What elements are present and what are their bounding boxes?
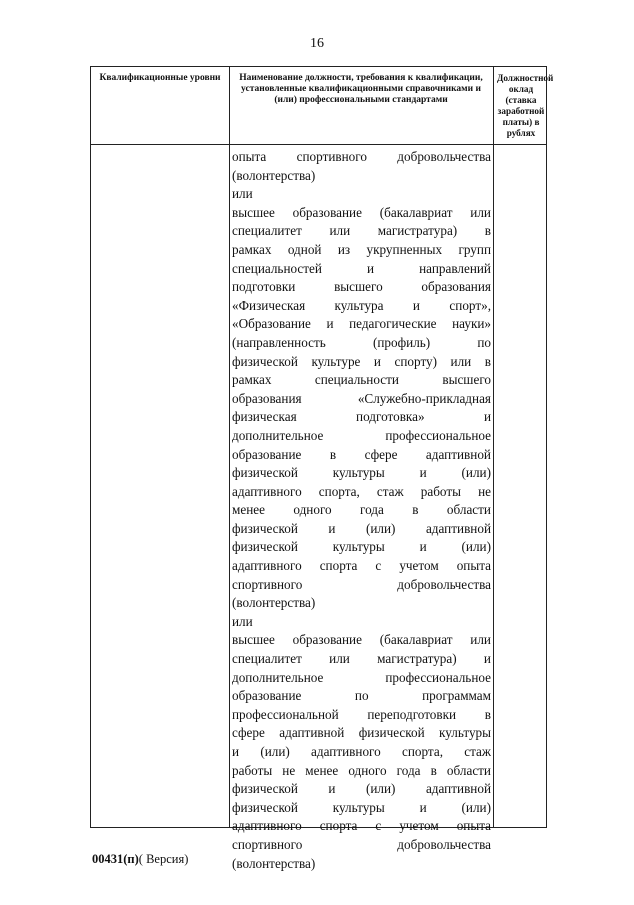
- requirement-line: спортивного добровольчества: [232, 836, 491, 852]
- page-number: 16: [310, 36, 324, 51]
- requirement-line: физической культуры и (или): [232, 539, 491, 555]
- requirement-line: физической культуре и спорту) или в: [232, 353, 491, 369]
- requirement-line: дополнительное профессиональное: [232, 669, 491, 685]
- requirement-line: физической и (или) адаптивной: [232, 520, 491, 536]
- document-footer: [92, 852, 188, 867]
- column-divider: [229, 67, 230, 827]
- requirement-line: дополнительное профессиональное: [232, 427, 491, 443]
- requirement-line: «Физическая культура и спорт»,: [232, 297, 491, 313]
- document-version: ( Версия): [138, 852, 189, 866]
- requirement-line: (волонтерства): [232, 167, 316, 183]
- requirement-line: высшее образование (бакалавриат или: [232, 632, 491, 648]
- requirement-line: физическая подготовка» и: [232, 409, 491, 425]
- requirement-line: образования «Служебно-прикладная: [232, 390, 491, 406]
- column-divider: [493, 67, 494, 827]
- requirement-line: специалитет или магистратура) в: [232, 223, 491, 239]
- requirement-line: и (или) адаптивного спорта, стаж: [232, 744, 491, 759]
- requirement-line: образование по программам: [232, 688, 491, 704]
- requirement-line: адаптивного спорта, стаж работы не: [232, 483, 491, 499]
- requirement-line: физической культуры и (или): [232, 465, 491, 481]
- header-qualification-levels: Квалификационные уровни: [99, 73, 221, 83]
- requirement-line: работы не менее одного года в области: [232, 762, 491, 778]
- requirement-line: (направленность (профиль) по: [232, 334, 491, 350]
- requirement-line: или: [232, 186, 253, 202]
- requirement-line: образование в сфере адаптивной: [232, 446, 491, 462]
- requirement-line: профессиональной переподготовки в: [232, 706, 491, 722]
- requirement-line: физической культуры и (или): [232, 799, 491, 815]
- header-divider: [91, 144, 546, 145]
- requirement-line: рамках специальности высшего: [232, 372, 491, 388]
- requirement-line: менее одного года в области: [232, 502, 491, 518]
- requirement-line: адаптивного спорта с учетом опыта: [232, 818, 491, 834]
- requirement-line: или: [232, 613, 253, 629]
- requirement-line: специальностей и направлений: [232, 260, 491, 276]
- requirement-line: (волонтерства): [232, 855, 316, 871]
- requirement-line: спортивного добровольчества: [232, 576, 491, 592]
- requirement-line: «Образование и педагогические науки»: [232, 316, 491, 332]
- requirement-line: опыта спортивного добровольчества: [232, 149, 491, 164]
- requirement-line: подготовки высшего образования: [232, 279, 491, 295]
- requirements-cell: [232, 148, 491, 873]
- requirement-line: адаптивного спорта с учетом опыта: [232, 558, 491, 574]
- header-position-requirements: Наименование должности, требования к квалификации, установленные квалификационными справочниками и (или) профессиональными стандартами: [239, 73, 483, 105]
- requirement-line: сфере адаптивной физической культуры: [232, 725, 491, 741]
- requirement-line: рамках одной из укрупненных групп: [232, 241, 491, 257]
- requirement-line: высшее образование (бакалавриат или: [232, 204, 491, 220]
- requirement-line: специалитет или магистратура) и: [232, 651, 491, 667]
- requirement-line: (волонтерства): [232, 595, 316, 611]
- header-salary: Должностной оклад (ставка заработной платы) в рублях: [497, 73, 554, 138]
- requirement-line: физической и (или) адаптивной: [232, 781, 491, 797]
- document-code: 00431(п): [92, 852, 139, 866]
